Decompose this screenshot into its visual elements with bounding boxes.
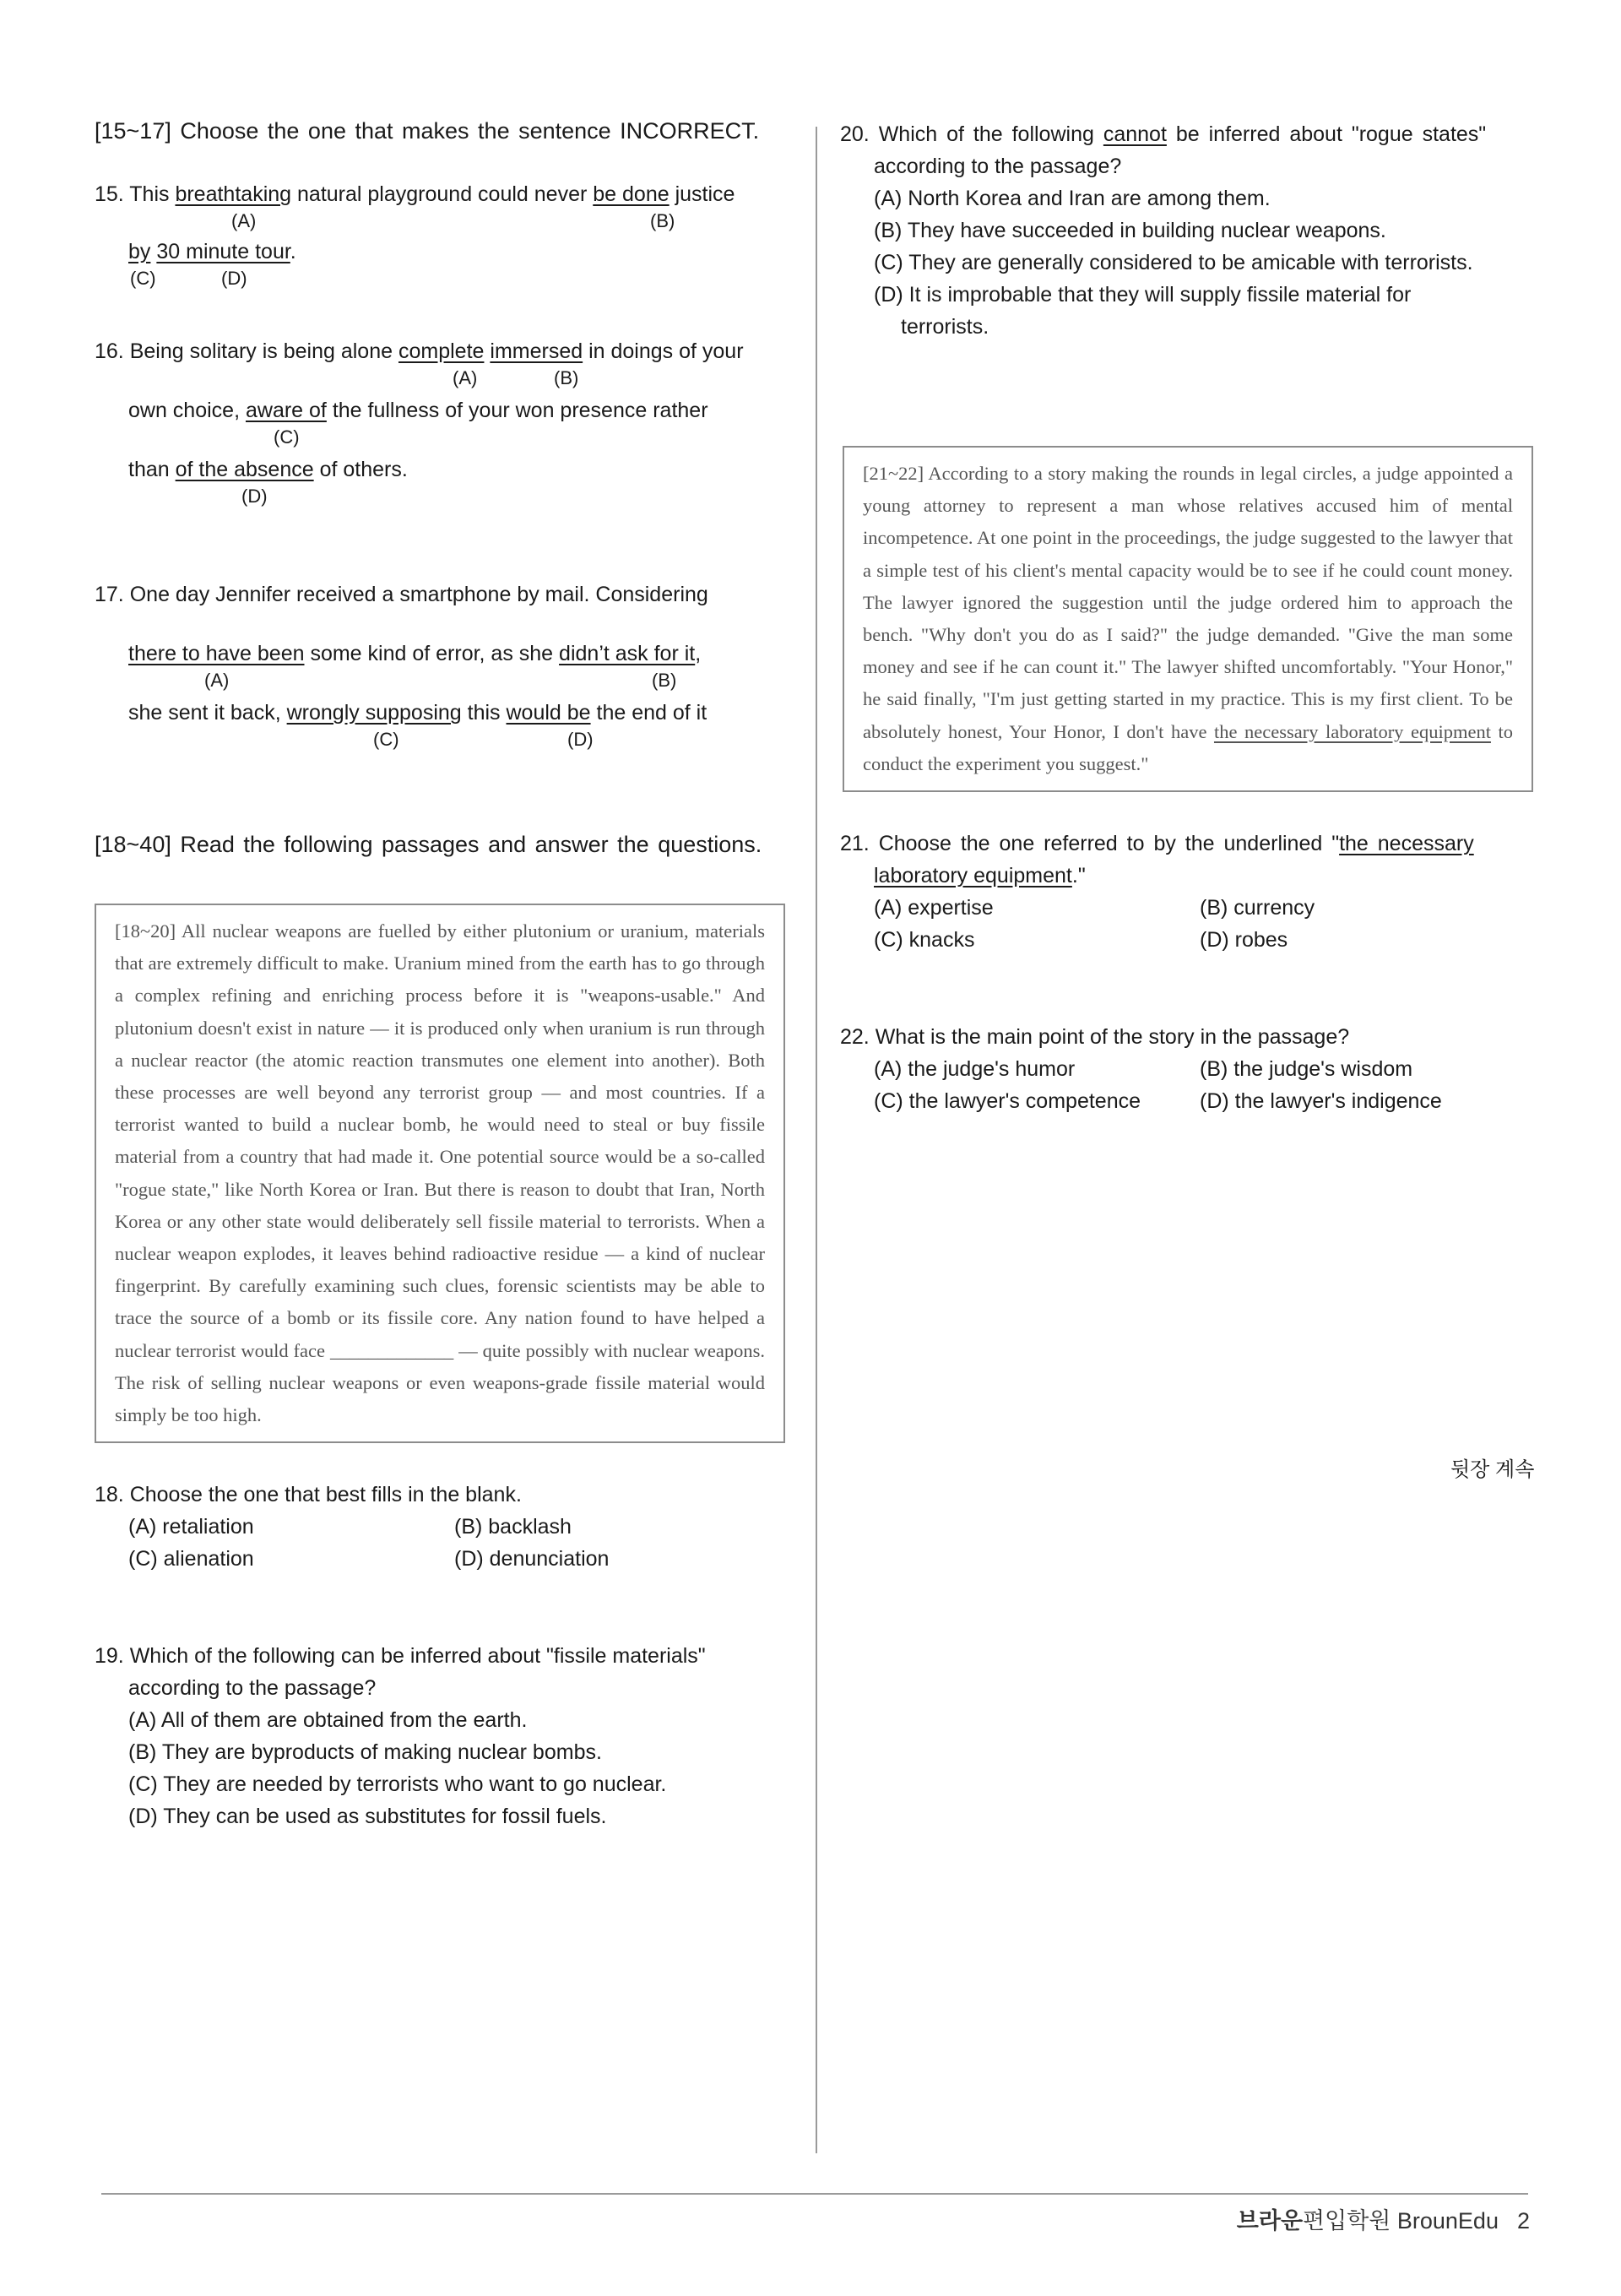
left-column	[95, 118, 795, 1832]
footer-divider	[101, 2193, 1528, 2195]
q17-label-c: (C)	[373, 729, 399, 750]
question-16: 16. Being solitary is being alone complete immersed in doings of your (A) (B) own choice, aware of the fullness of your won presence rather (C) than of the absence of others. (D)	[95, 335, 795, 578]
question-20: 20. Which of the following cannot be inferred about "rogue states" according to the passage? (A) North Korea and Iran are among them. (B) They have succeeded in building nuclear weapons. (C) They are generally considered to be amicable with terrorists. (D) It is improbable that they will supply fissile material for terrorists.	[840, 118, 1541, 343]
q17-part-d: would be	[506, 701, 591, 725]
q15-part-d: 30 minute tour	[156, 240, 290, 263]
passage-21-22: [21~22] According to a story making the rounds in legal circles, a judge appointed a young attorney to represent a man whose relatives accused him of mental incompetence. At one point in the proceedings, the judge suggested to the lawyer that a simple test of his client's mental capacity would be to see if he could count money. The lawyer ignored the suggestion until the judge ordered him to approach the bench. "Why don't you do as I said?" the judge demanded. "Give the man some money and see if he can count it." The lawyer shifted uncomfortably. "Your Honor," he said finally, "I'm just getting started in my practice. This is my first client. To be absolutely honest, Your Honor, I don't have the necessary laboratory equipment to conduct the experiment you suggest."	[843, 446, 1533, 792]
q18-option-a[interactable]: (A) retaliation	[128, 1515, 254, 1539]
q17-part-a: there to have been	[128, 642, 305, 665]
q22-option-c[interactable]: (C) the lawyer's competence	[874, 1089, 1141, 1114]
q19-option-a[interactable]: (A) All of them are obtained from the earth.	[128, 1708, 528, 1733]
q15-label-b: (B)	[650, 210, 675, 231]
q17-part-c: wrongly supposing	[286, 701, 462, 725]
q18-option-c[interactable]: (C) alienation	[128, 1547, 254, 1571]
column-divider	[816, 127, 817, 2153]
passage-18-20: [18~20] All nuclear weapons are fuelled by either plutonium or uranium, materials that are extremely difficult to make. Uranium mined from the earth has to go through a complex refining and enriching process before it is "weapons-usable." And plutonium doesn't exist in nature — it is produced only when uranium is run through a nuclear reactor (the atomic reaction transmutes one element into another). Both these processes are well beyond any terrorist group — and most countries. If a terrorist wanted to build a nuclear bomb, he would need to steal or buy fissile material from a country that had made it. One potential source would be a so-called "rogue state," like North Korea or Iran. But there is reason to doubt that Iran, North Korea or any other state would deliberately sell fissile material to terrorists. When a nuclear weapon explodes, it leaves behind radioactive residue — a kind of nuclear fingerprint. By carefully examining such clues, forensic scientists may be able to trace the source of a bomb or its fissile core. Any nation found to have helped a nuclear terrorist would face _____________ — quite possibly with nuclear weapons. The risk of selling nuclear weapons or even weapons-grade fissile material would simply be too high.	[95, 904, 785, 1443]
q15-part-c: by	[128, 240, 151, 263]
q16-label-d: (D)	[241, 486, 268, 507]
q21-option-b[interactable]: (B) currency	[1200, 896, 1315, 920]
question-19: 19. Which of the following can be inferred about "fissile materials" according to the passage? (A) All of them are obtained from the earth. (B) They are byproducts of making nuclear bombs. (C) They are needed by terrorists who want to go nuclear. (D) They can be used as substitutes for fossil fuels.	[95, 1640, 795, 1832]
q17-part-b: didn’t ask for it	[559, 642, 696, 665]
q20-option-a[interactable]: (A) North Korea and Iran are among them.	[874, 187, 1271, 210]
q16-part-c: aware of	[245, 399, 327, 422]
q20-underlined-cannot: cannot	[1103, 122, 1167, 146]
brand-name: 브라운	[1236, 2208, 1304, 2234]
q16-label-b: (B)	[554, 367, 579, 388]
section-title-15-17: [15~17] Choose the one that makes the sentence INCORRECT.	[95, 118, 760, 144]
continued-note: 뒷장 계속	[1450, 1458, 1535, 1481]
q20-option-b[interactable]: (B) They have succeeded in building nuclear weapons.	[874, 219, 1386, 242]
q16-part-b: immersed	[490, 339, 583, 363]
passage-blank: _____________	[329, 1339, 454, 1361]
question-18: 18. Choose the one that best fills in the blank. (A) retaliation (B) backlash (C) alienation (D) denunciation	[95, 1479, 795, 1575]
q15-part-b: be done	[593, 182, 670, 206]
q16-label-a: (A)	[453, 367, 478, 388]
q18-option-b[interactable]: (B) backlash	[454, 1515, 572, 1539]
q19-option-d[interactable]: (D) They can be used as substitutes for fossil fuels.	[128, 1805, 607, 1829]
question-21: 21. Choose the one referred to by the underlined "the necessary laboratory equipment." (A) expertise (B) currency (C) knacks (D) robes	[840, 828, 1541, 956]
q17-label-a: (A)	[204, 670, 230, 691]
q21-underlined-2: laboratory equipment	[874, 864, 1072, 888]
q16-part-d: of the absence	[175, 458, 314, 481]
brand-rest: 편입학원 BrounEdu	[1303, 2208, 1499, 2234]
question-17: 17. One day Jennifer received a smartphone by mail. Considering there to have been some kind of error, as she didn’t ask for it, (A) (B) she sent it back, wrongly supposing this would be the end of it (C) (D)	[95, 578, 795, 832]
q15-part-a: breathtaking	[175, 182, 292, 206]
q19-option-c[interactable]: (C) They are needed by terrorists who want to go nuclear.	[128, 1772, 667, 1797]
q21-underlined-1: the necessary	[1339, 832, 1474, 856]
passage-underlined-phrase: the necessary laboratory equipment	[1213, 720, 1491, 742]
q22-option-d[interactable]: (D) the lawyer's indigence	[1200, 1089, 1442, 1114]
q17-label-b: (B)	[652, 670, 677, 691]
q20-option-d[interactable]: (D) It is improbable that they will supply fissile material for terrorists.	[874, 283, 1412, 339]
right-column	[840, 118, 1541, 1117]
q18-option-d[interactable]: (D) denunciation	[454, 1547, 610, 1571]
question-22: 22. What is the main point of the story in the passage? (A) the judge's humor (B) the judge's wisdom (C) the lawyer's competence (D) the lawyer's indigence	[840, 1021, 1541, 1117]
q21-option-a[interactable]: (A) expertise	[874, 896, 994, 920]
question-15: 15. This breathtaking natural playground could never be done justice (A) (B) by 30 minute tour. (C) (D)	[95, 178, 795, 305]
page-number: 2	[1516, 2208, 1530, 2234]
q22-option-a[interactable]: (A) the judge's humor	[874, 1057, 1076, 1082]
q16-part-a: complete	[398, 339, 485, 363]
section-title-18-40: [18~40] Read the following passages and answer the questions.	[95, 832, 762, 857]
page-footer	[1237, 2202, 1530, 2235]
q16-label-c: (C)	[274, 426, 300, 448]
q15-label-c: (C)	[130, 268, 156, 289]
q21-option-d[interactable]: (D) robes	[1200, 928, 1288, 953]
q15-label-d: (D)	[221, 268, 247, 289]
q21-option-c[interactable]: (C) knacks	[874, 928, 975, 953]
q22-option-b[interactable]: (B) the judge's wisdom	[1200, 1057, 1413, 1082]
q19-option-b[interactable]: (B) They are byproducts of making nuclear bombs.	[128, 1740, 602, 1765]
q20-option-c[interactable]: (C) They are generally considered to be amicable with terrorists.	[874, 251, 1473, 274]
q17-label-d: (D)	[567, 729, 594, 750]
q15-label-a: (A)	[231, 210, 257, 231]
